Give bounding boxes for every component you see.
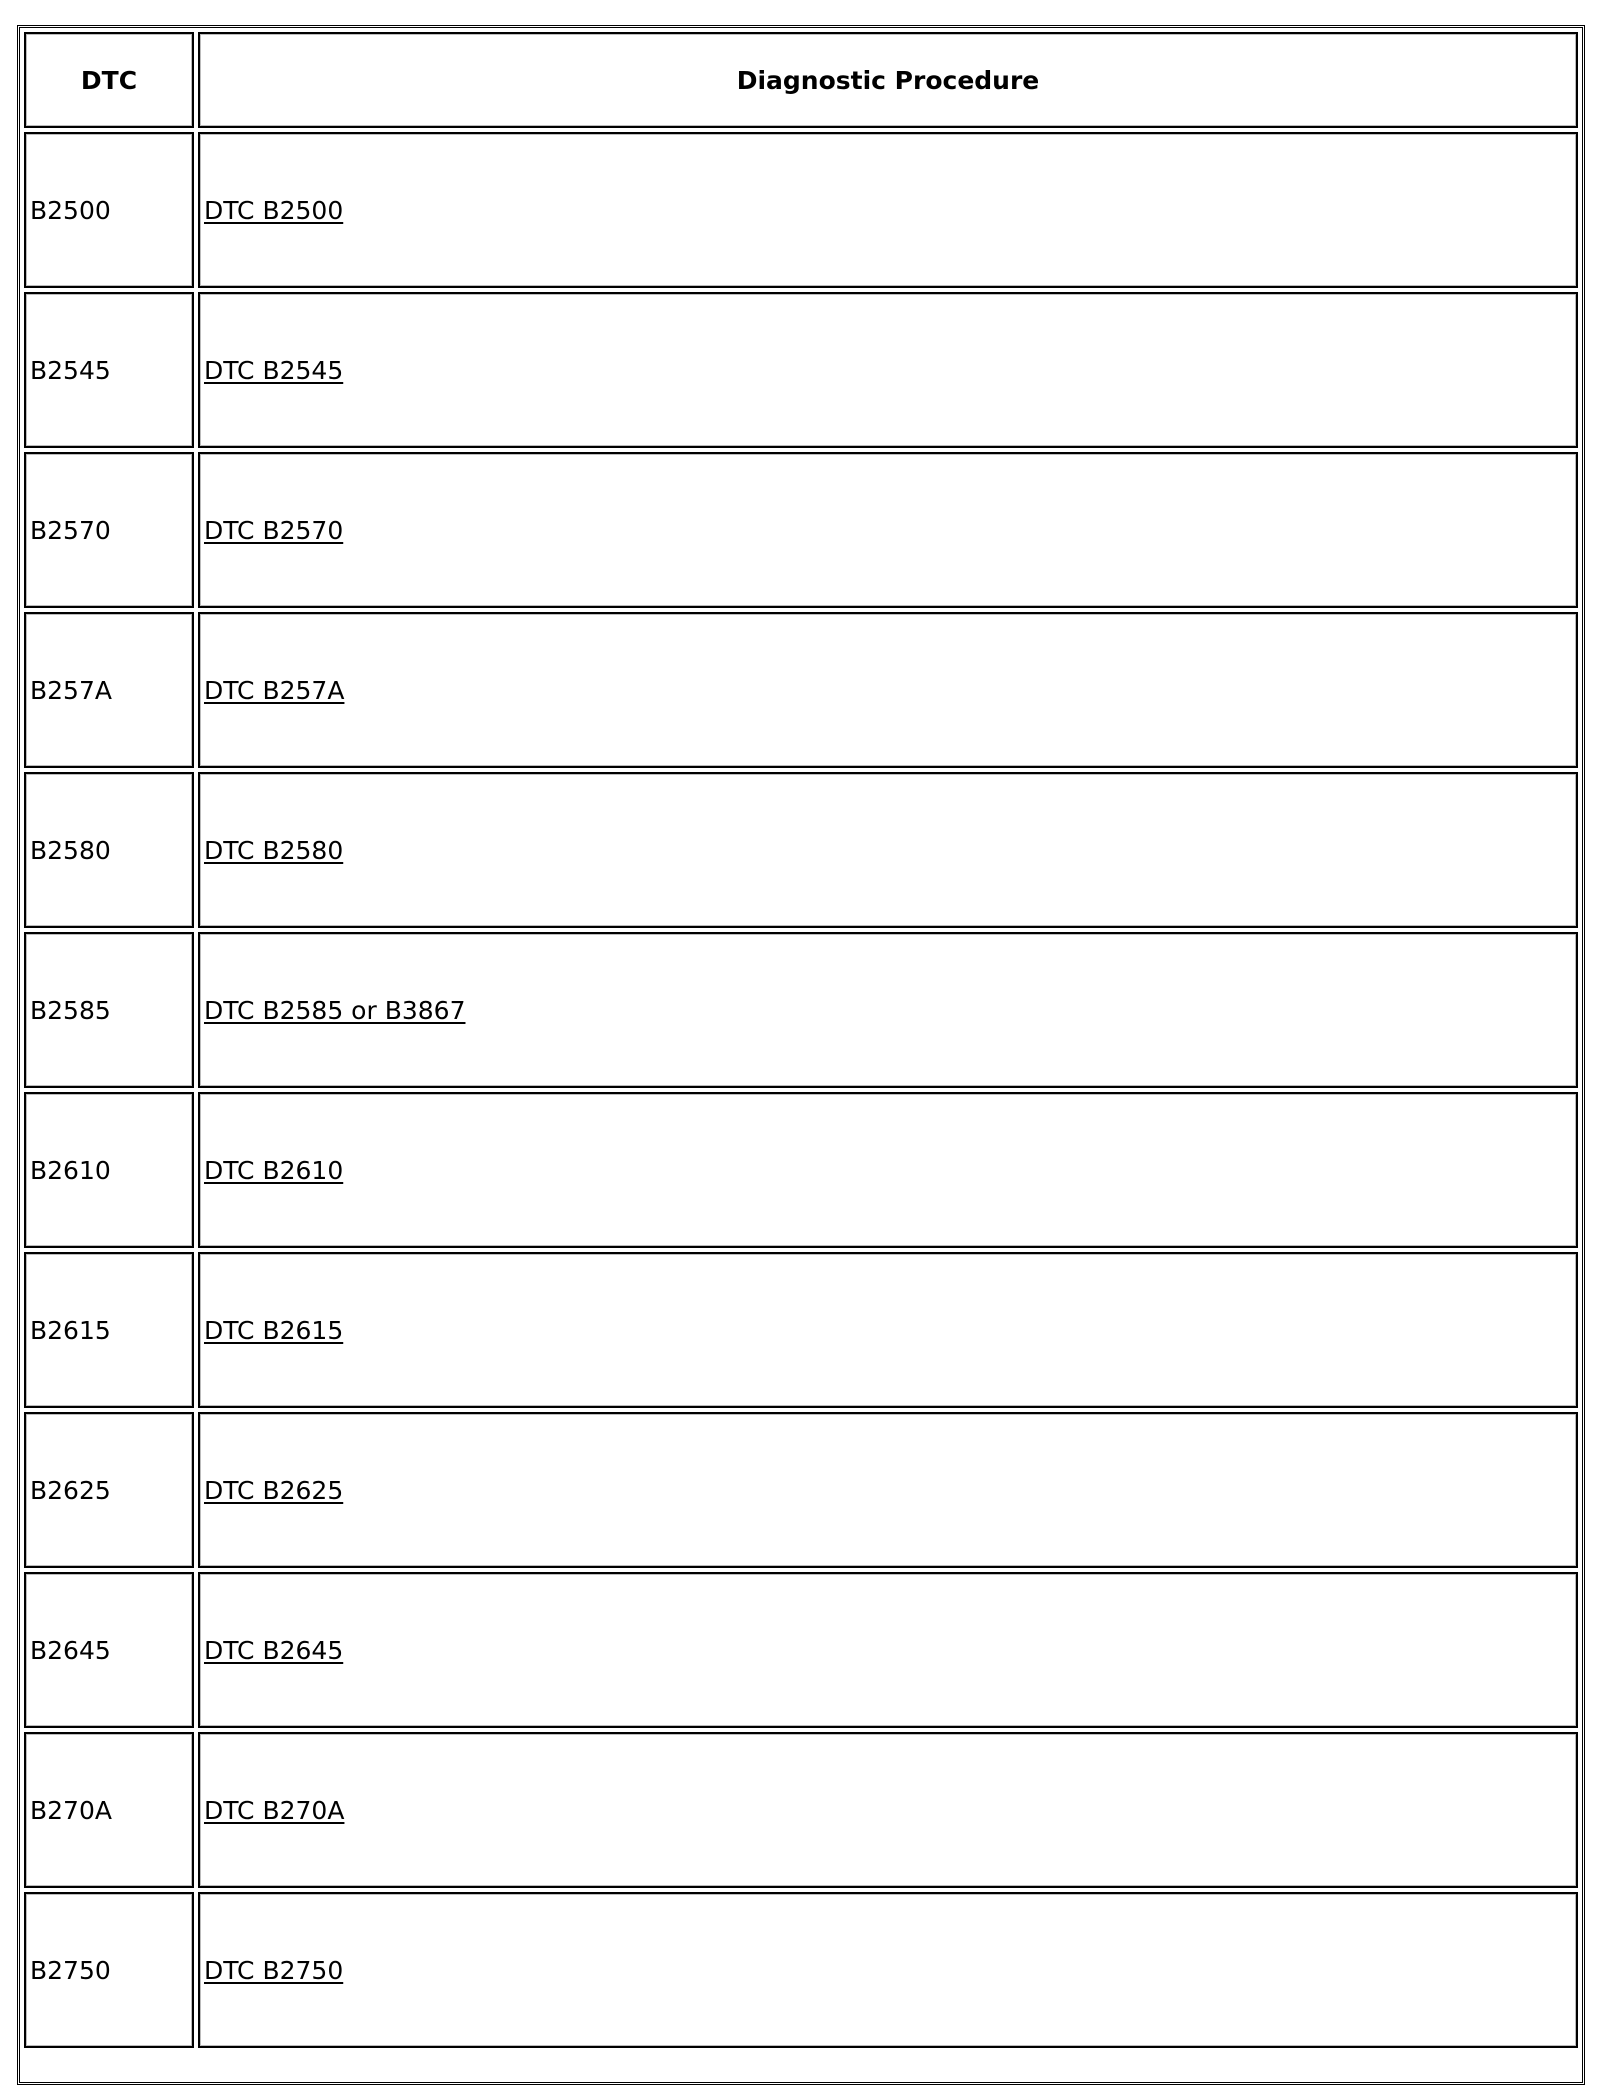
- table-row: [24, 1412, 1578, 1568]
- procedure-link[interactable]: DTC B257A: [204, 675, 345, 705]
- table-header-row: [24, 32, 1578, 128]
- table-row: [24, 292, 1578, 448]
- table-row: [24, 1572, 1578, 1728]
- dtc-code-cell: B2545: [24, 292, 194, 448]
- procedure-link[interactable]: DTC B2570: [204, 515, 344, 545]
- procedure-link[interactable]: DTC B270A: [204, 1795, 345, 1825]
- dtc-code-cell: B2610: [24, 1092, 194, 1248]
- procedure-link[interactable]: DTC B2545: [204, 355, 344, 385]
- procedure-cell: [198, 1572, 1578, 1728]
- dtc-table: [20, 28, 1582, 2052]
- procedure-cell: [198, 772, 1578, 928]
- procedure-link[interactable]: DTC B2750: [204, 1955, 344, 1985]
- procedure-link[interactable]: DTC B2585 or B3867: [204, 995, 466, 1025]
- procedure-link[interactable]: DTC B2610: [204, 1155, 344, 1185]
- dtc-code-cell: B270A: [24, 1732, 194, 1888]
- table-row: [24, 1732, 1578, 1888]
- table-row: [24, 772, 1578, 928]
- table-row: [24, 1892, 1578, 2048]
- table-row: [24, 452, 1578, 608]
- table-row: [24, 612, 1578, 768]
- dtc-code-cell: B2750: [24, 1892, 194, 2048]
- table-row: [24, 1092, 1578, 1248]
- column-header-dtc: DTC: [24, 32, 194, 128]
- procedure-link[interactable]: DTC B2580: [204, 835, 344, 865]
- dtc-code-cell: B2500: [24, 132, 194, 288]
- procedure-cell: [198, 932, 1578, 1088]
- dtc-code-cell: B2625: [24, 1412, 194, 1568]
- dtc-code-cell: B2570: [24, 452, 194, 608]
- dtc-code-cell: B2580: [24, 772, 194, 928]
- procedure-cell: [198, 1092, 1578, 1248]
- dtc-code-cell: B257A: [24, 612, 194, 768]
- procedure-link[interactable]: DTC B2500: [204, 195, 344, 225]
- procedure-cell: [198, 1412, 1578, 1568]
- procedure-cell: [198, 1252, 1578, 1408]
- column-header-diagnostic-procedure: Diagnostic Procedure: [198, 32, 1578, 128]
- dtc-code-cell: B2645: [24, 1572, 194, 1728]
- dtc-code-cell: B2615: [24, 1252, 194, 1408]
- procedure-link[interactable]: DTC B2615: [204, 1315, 344, 1345]
- table-row: [24, 1252, 1578, 1408]
- dtc-table-container: [17, 25, 1585, 2085]
- procedure-link[interactable]: DTC B2645: [204, 1635, 344, 1665]
- table-row: [24, 132, 1578, 288]
- procedure-cell: [198, 132, 1578, 288]
- procedure-cell: [198, 612, 1578, 768]
- procedure-cell: [198, 1732, 1578, 1888]
- dtc-code-cell: B2585: [24, 932, 194, 1088]
- procedure-cell: [198, 1892, 1578, 2048]
- procedure-link[interactable]: DTC B2625: [204, 1475, 344, 1505]
- table-row: [24, 932, 1578, 1088]
- procedure-cell: [198, 452, 1578, 608]
- procedure-cell: [198, 292, 1578, 448]
